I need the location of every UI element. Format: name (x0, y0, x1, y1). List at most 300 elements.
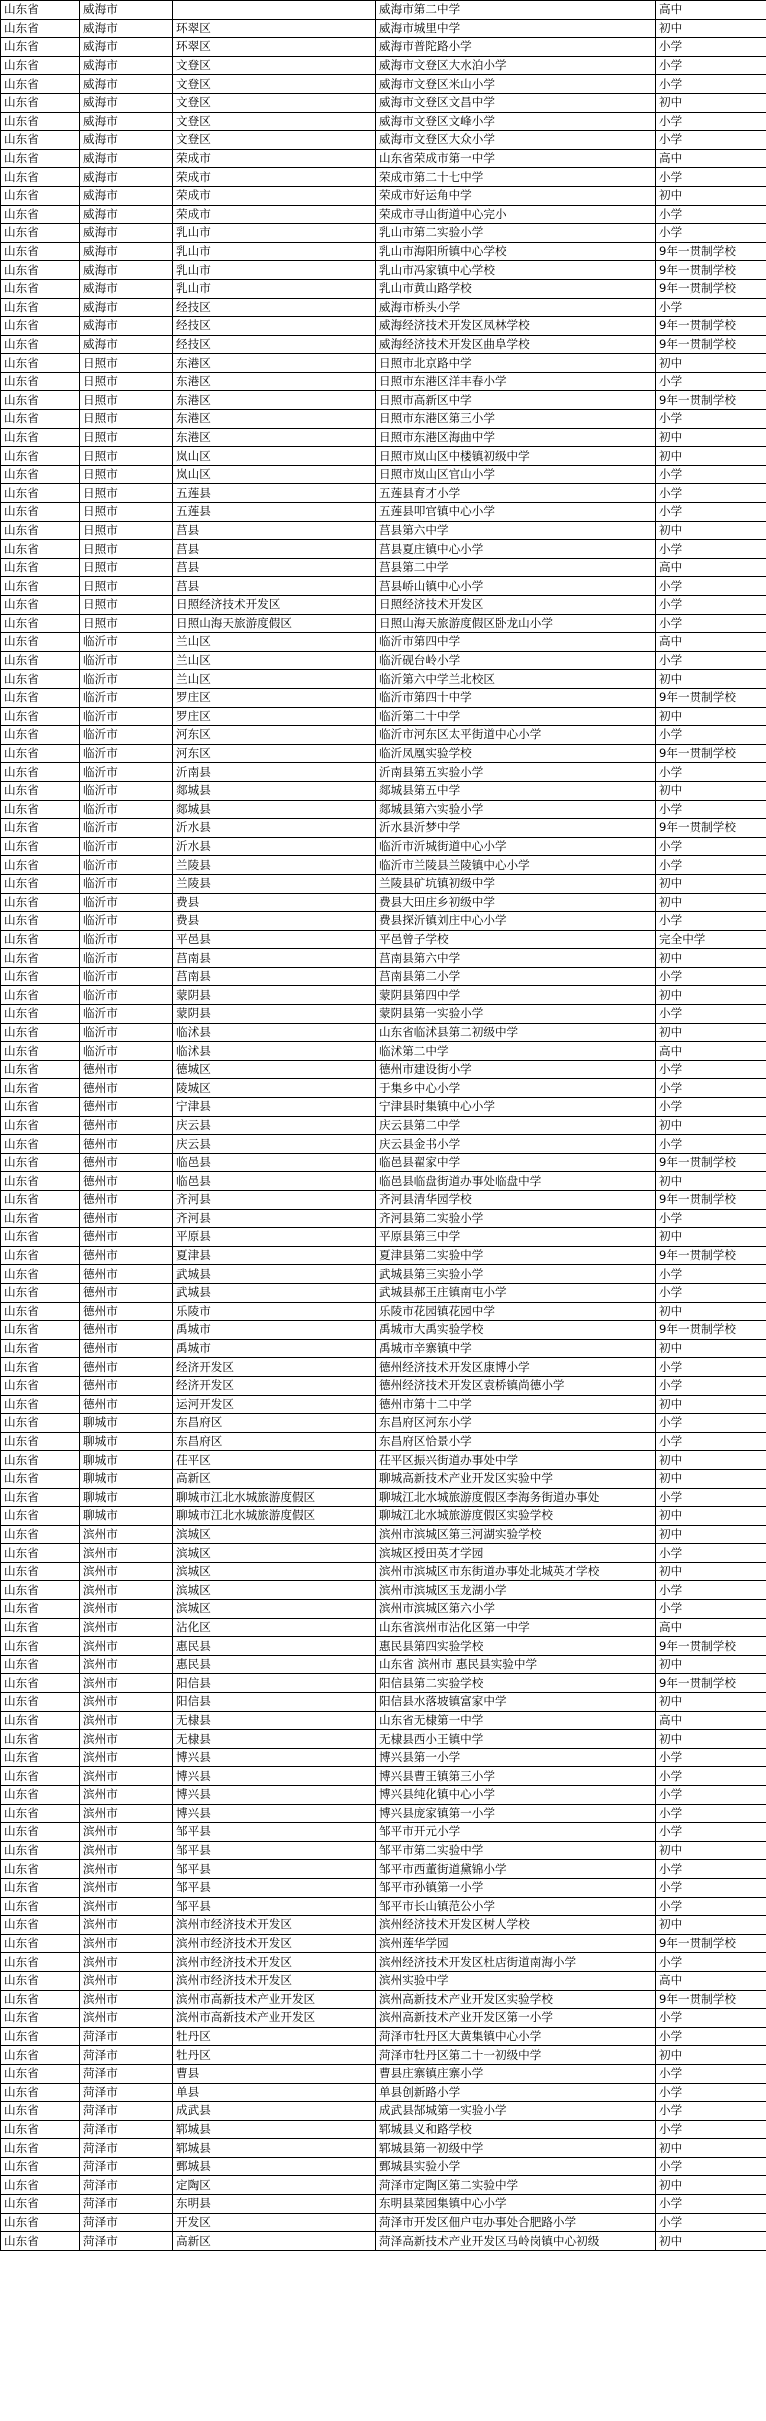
school-name-cell: 威海市普陀路小学 (376, 38, 656, 57)
city-cell: 日照市 (80, 428, 173, 447)
table-row (1, 2102, 766, 2121)
table-row (1, 596, 766, 615)
table-row (1, 1971, 766, 1990)
table-row (1, 1767, 766, 1786)
province-cell: 山东省 (1, 447, 80, 466)
school-type-cell: 小学 (656, 2102, 766, 2121)
city-cell: 菏泽市 (80, 2064, 173, 2083)
school-name-cell: 五莲县叩官镇中心小学 (376, 503, 656, 522)
school-name-cell: 临沂市河东区太平街道中心小学 (376, 726, 656, 745)
table-row (1, 335, 766, 354)
city-cell: 滨州市 (80, 1971, 173, 1990)
province-cell: 山东省 (1, 1525, 80, 1544)
city-cell: 德州市 (80, 1098, 173, 1117)
school-name-cell: 惠民县第四实验学校 (376, 1637, 656, 1656)
school-name-cell: 菏泽市牡丹区第二十一初级中学 (376, 2046, 656, 2065)
school-name-cell: 博兴县第一小学 (376, 1748, 656, 1767)
province-cell: 山东省 (1, 1023, 80, 1042)
province-cell: 山东省 (1, 1562, 80, 1581)
city-cell: 日照市 (80, 465, 173, 484)
district-cell: 滨州市高新技术产业开发区 (173, 2009, 376, 2028)
district-cell: 经济开发区 (173, 1358, 376, 1377)
school-name-cell: 滨州市滨城区第三河湖实验学校 (376, 1525, 656, 1544)
province-cell: 山东省 (1, 763, 80, 782)
district-cell: 经技区 (173, 298, 376, 317)
table-row (1, 149, 766, 168)
school-type-cell: 小学 (656, 1878, 766, 1897)
table-row (1, 428, 766, 447)
school-name-cell: 菏泽市牡丹区大黄集镇中心小学 (376, 2027, 656, 2046)
table-row (1, 168, 766, 187)
province-cell: 山东省 (1, 1804, 80, 1823)
province-cell: 山东省 (1, 1618, 80, 1637)
school-name-cell: 滨州实验中学 (376, 1971, 656, 1990)
province-cell: 山东省 (1, 1005, 80, 1024)
school-type-cell: 小学 (656, 1079, 766, 1098)
city-cell: 德州市 (80, 1209, 173, 1228)
table-row (1, 484, 766, 503)
table-row (1, 1878, 766, 1897)
school-type-cell: 初中 (656, 781, 766, 800)
district-cell: 滨州市经济技术开发区 (173, 1916, 376, 1935)
city-cell: 德州市 (80, 1228, 173, 1247)
table-row (1, 2027, 766, 2046)
district-cell: 禹城市 (173, 1321, 376, 1340)
school-type-cell: 初中 (656, 1302, 766, 1321)
school-type-cell: 小学 (656, 837, 766, 856)
school-name-cell: 五莲县育才小学 (376, 484, 656, 503)
table-row (1, 186, 766, 205)
table-row (1, 540, 766, 559)
school-name-cell: 乳山市冯家镇中心学校 (376, 261, 656, 280)
district-cell: 郓城县 (173, 2120, 376, 2139)
table-row (1, 1562, 766, 1581)
province-cell: 山东省 (1, 670, 80, 689)
district-cell: 荣成市 (173, 168, 376, 187)
school-name-cell: 费县大田庄乡初级中学 (376, 893, 656, 912)
city-cell: 德州市 (80, 1339, 173, 1358)
province-cell: 山东省 (1, 1953, 80, 1972)
city-cell: 威海市 (80, 298, 173, 317)
school-name-cell: 乳山市海阳所镇中心学校 (376, 242, 656, 261)
table-row (1, 1730, 766, 1749)
school-name-cell: 威海市城里中学 (376, 19, 656, 38)
district-cell: 阳信县 (173, 1693, 376, 1712)
province-cell: 山东省 (1, 837, 80, 856)
district-cell: 兰山区 (173, 651, 376, 670)
table-row (1, 1786, 766, 1805)
table-row (1, 261, 766, 280)
district-cell: 博兴县 (173, 1804, 376, 1823)
table-row (1, 763, 766, 782)
city-cell: 临沂市 (80, 1023, 173, 1042)
city-cell: 临沂市 (80, 874, 173, 893)
table-row (1, 1748, 766, 1767)
city-cell: 临沂市 (80, 744, 173, 763)
city-cell: 威海市 (80, 205, 173, 224)
city-cell: 德州市 (80, 1283, 173, 1302)
table-row (1, 1153, 766, 1172)
district-cell: 滨州市经济技术开发区 (173, 1934, 376, 1953)
district-cell: 费县 (173, 912, 376, 931)
school-type-cell: 初中 (656, 93, 766, 112)
table-row (1, 1934, 766, 1953)
province-cell: 山东省 (1, 1153, 80, 1172)
school-name-cell: 威海市第二中学 (376, 1, 656, 20)
district-cell: 日照山海天旅游度假区 (173, 614, 376, 633)
table-row (1, 1655, 766, 1674)
table-row (1, 1674, 766, 1693)
city-cell: 威海市 (80, 186, 173, 205)
province-cell: 山东省 (1, 317, 80, 336)
province-cell: 山东省 (1, 354, 80, 373)
school-name-cell: 东昌府区恰景小学 (376, 1432, 656, 1451)
school-name-cell: 博兴县曹王镇第三小学 (376, 1767, 656, 1786)
city-cell: 滨州市 (80, 1544, 173, 1563)
province-cell: 山东省 (1, 2083, 80, 2102)
school-type-cell: 小学 (656, 2213, 766, 2232)
city-cell: 德州市 (80, 1060, 173, 1079)
school-type-cell: 小学 (656, 1786, 766, 1805)
table-row (1, 75, 766, 94)
district-cell: 高新区 (173, 2232, 376, 2251)
district-cell: 滨城区 (173, 1581, 376, 1600)
school-name-cell: 临邑县临盘街道办事处临盘中学 (376, 1172, 656, 1191)
district-cell: 荣成市 (173, 149, 376, 168)
district-cell: 文登区 (173, 131, 376, 150)
table-row (1, 1098, 766, 1117)
province-cell: 山东省 (1, 279, 80, 298)
school-name-cell: 齐河县清华园学校 (376, 1191, 656, 1210)
school-type-cell: 小学 (656, 1897, 766, 1916)
school-type-cell: 小学 (656, 503, 766, 522)
school-name-cell: 德州经济技术开发区康博小学 (376, 1358, 656, 1377)
school-type-cell: 初中 (656, 1339, 766, 1358)
table-row (1, 633, 766, 652)
city-cell: 德州市 (80, 1079, 173, 1098)
province-cell: 山东省 (1, 2009, 80, 2028)
province-cell: 山东省 (1, 2213, 80, 2232)
city-cell: 聊城市 (80, 1414, 173, 1433)
district-cell: 荣成市 (173, 205, 376, 224)
table-row (1, 1432, 766, 1451)
district-cell: 东昌府区 (173, 1432, 376, 1451)
school-type-cell: 小学 (656, 2009, 766, 2028)
school-type-cell: 小学 (656, 1860, 766, 1879)
province-cell: 山东省 (1, 1544, 80, 1563)
province-cell: 山东省 (1, 1302, 80, 1321)
province-cell: 山东省 (1, 1321, 80, 1340)
province-cell: 山东省 (1, 596, 80, 615)
school-name-cell: 荣成市第二十七中学 (376, 168, 656, 187)
province-cell: 山东省 (1, 1209, 80, 1228)
city-cell: 威海市 (80, 56, 173, 75)
district-cell: 聊城市江北水城旅游度假区 (173, 1507, 376, 1526)
city-cell: 临沂市 (80, 1005, 173, 1024)
city-cell: 德州市 (80, 1135, 173, 1154)
school-name-cell: 无棣县西小王镇中学 (376, 1730, 656, 1749)
district-cell: 河东区 (173, 744, 376, 763)
school-type-cell: 初中 (656, 1469, 766, 1488)
city-cell: 菏泽市 (80, 2213, 173, 2232)
city-cell: 菏泽市 (80, 2232, 173, 2251)
city-cell: 聊城市 (80, 1507, 173, 1526)
district-cell: 临沭县 (173, 1042, 376, 1061)
school-type-cell: 小学 (656, 1376, 766, 1395)
district-cell: 五莲县 (173, 484, 376, 503)
school-type-cell: 小学 (656, 2195, 766, 2214)
table-row (1, 1860, 766, 1879)
city-cell: 日照市 (80, 391, 173, 410)
table-row (1, 1823, 766, 1842)
province-cell: 山东省 (1, 1916, 80, 1935)
province-cell: 山东省 (1, 1414, 80, 1433)
table-row (1, 1209, 766, 1228)
school-type-cell: 小学 (656, 2120, 766, 2139)
city-cell: 滨州市 (80, 1934, 173, 1953)
city-cell: 威海市 (80, 224, 173, 243)
district-cell: 开发区 (173, 2213, 376, 2232)
district-cell: 齐河县 (173, 1191, 376, 1210)
province-cell: 山东省 (1, 2027, 80, 2046)
school-type-cell: 小学 (656, 1600, 766, 1619)
table-row (1, 2139, 766, 2158)
district-cell: 文登区 (173, 93, 376, 112)
district-cell: 东昌府区 (173, 1414, 376, 1433)
school-type-cell: 初中 (656, 1507, 766, 1526)
school-type-cell: 9年一贯制学校 (656, 1934, 766, 1953)
district-cell: 陵城区 (173, 1079, 376, 1098)
district-cell: 滨城区 (173, 1525, 376, 1544)
table-row (1, 2120, 766, 2139)
city-cell: 菏泽市 (80, 2046, 173, 2065)
school-name-cell: 德州市建设街小学 (376, 1060, 656, 1079)
province-cell: 山东省 (1, 521, 80, 540)
school-type-cell: 初中 (656, 1655, 766, 1674)
district-cell: 宁津县 (173, 1098, 376, 1117)
school-type-cell: 高中 (656, 1618, 766, 1637)
school-name-cell: 荣成市好运角中学 (376, 186, 656, 205)
table-row (1, 1283, 766, 1302)
province-cell: 山东省 (1, 186, 80, 205)
school-name-cell: 邹平市长山镇范公小学 (376, 1897, 656, 1916)
school-name-cell: 宁津县时集镇中心小学 (376, 1098, 656, 1117)
school-name-cell: 滨州市滨城区玉龙湖小学 (376, 1581, 656, 1600)
school-type-cell: 初中 (656, 521, 766, 540)
school-type-cell: 完全中学 (656, 930, 766, 949)
school-type-cell: 初中 (656, 428, 766, 447)
district-cell: 兰山区 (173, 670, 376, 689)
province-cell: 山东省 (1, 1971, 80, 1990)
school-name-cell: 成武县郜城第一实验小学 (376, 2102, 656, 2121)
table-row (1, 688, 766, 707)
city-cell: 临沂市 (80, 651, 173, 670)
city-cell: 德州市 (80, 1172, 173, 1191)
district-cell: 滨州市经济技术开发区 (173, 1953, 376, 1972)
district-cell: 河东区 (173, 726, 376, 745)
city-cell: 菏泽市 (80, 2027, 173, 2046)
school-type-cell: 小学 (656, 1432, 766, 1451)
province-cell: 山东省 (1, 1432, 80, 1451)
city-cell: 威海市 (80, 149, 173, 168)
city-cell: 日照市 (80, 614, 173, 633)
district-cell: 蒙阴县 (173, 1005, 376, 1024)
district-cell: 滨城区 (173, 1600, 376, 1619)
table-row (1, 2176, 766, 2195)
province-cell: 山东省 (1, 242, 80, 261)
district-cell: 武城县 (173, 1283, 376, 1302)
school-name-cell: 日照市岚山区官山小学 (376, 465, 656, 484)
province-cell: 山东省 (1, 800, 80, 819)
school-type-cell: 小学 (656, 763, 766, 782)
city-cell: 滨州市 (80, 1841, 173, 1860)
district-cell: 文登区 (173, 112, 376, 131)
table-row (1, 1302, 766, 1321)
province-cell: 山东省 (1, 558, 80, 577)
district-cell: 东港区 (173, 428, 376, 447)
table-row (1, 1395, 766, 1414)
school-name-cell: 乳山市黄山路学校 (376, 279, 656, 298)
school-type-cell: 小学 (656, 1544, 766, 1563)
city-cell: 滨州市 (80, 1581, 173, 1600)
district-cell: 沾化区 (173, 1618, 376, 1637)
school-name-cell: 临沂第二十中学 (376, 707, 656, 726)
school-type-cell: 小学 (656, 800, 766, 819)
school-name-cell: 日照市东港区海曲中学 (376, 428, 656, 447)
district-cell: 平邑县 (173, 930, 376, 949)
school-type-cell: 9年一贯制学校 (656, 335, 766, 354)
district-cell: 曹县 (173, 2064, 376, 2083)
city-cell: 威海市 (80, 168, 173, 187)
district-cell: 滨城区 (173, 1544, 376, 1563)
school-name-cell: 阳信县第二实验学校 (376, 1674, 656, 1693)
school-type-cell: 小学 (656, 1823, 766, 1842)
school-name-cell: 聊城高新技术产业开发区实验中学 (376, 1469, 656, 1488)
school-name-cell: 单县创新路小学 (376, 2083, 656, 2102)
district-cell: 兰陵县 (173, 856, 376, 875)
city-cell: 临沂市 (80, 688, 173, 707)
school-type-cell: 小学 (656, 1358, 766, 1377)
table-row (1, 2213, 766, 2232)
district-cell: 经济开发区 (173, 1376, 376, 1395)
city-cell: 滨州市 (80, 1990, 173, 2009)
table-row (1, 1953, 766, 1972)
district-cell: 无棣县 (173, 1730, 376, 1749)
province-cell: 山东省 (1, 335, 80, 354)
district-cell: 荣成市 (173, 186, 376, 205)
school-name-cell: 山东省临沭县第二初级中学 (376, 1023, 656, 1042)
city-cell: 临沂市 (80, 670, 173, 689)
province-cell: 山东省 (1, 688, 80, 707)
district-cell: 邹平县 (173, 1878, 376, 1897)
school-name-cell: 山东省无棣第一中学 (376, 1711, 656, 1730)
city-cell: 威海市 (80, 112, 173, 131)
school-type-cell: 初中 (656, 707, 766, 726)
city-cell: 滨州市 (80, 1562, 173, 1581)
city-cell: 菏泽市 (80, 2195, 173, 2214)
table-row (1, 354, 766, 373)
table-row (1, 1191, 766, 1210)
city-cell: 日照市 (80, 540, 173, 559)
school-name-cell: 曹县庄寨镇庄寨小学 (376, 2064, 656, 2083)
school-type-cell: 初中 (656, 1228, 766, 1247)
school-type-cell: 小学 (656, 614, 766, 633)
district-cell: 莒南县 (173, 949, 376, 968)
district-cell: 博兴县 (173, 1767, 376, 1786)
district-cell: 临邑县 (173, 1153, 376, 1172)
district-cell: 岚山区 (173, 447, 376, 466)
district-cell: 岚山区 (173, 465, 376, 484)
school-name-cell: 威海市文登区米山小学 (376, 75, 656, 94)
city-cell: 临沂市 (80, 893, 173, 912)
table-row (1, 1507, 766, 1526)
district-cell: 邹平县 (173, 1860, 376, 1879)
school-type-cell: 小学 (656, 484, 766, 503)
table-row (1, 2064, 766, 2083)
province-cell: 山东省 (1, 1079, 80, 1098)
table-row (1, 391, 766, 410)
city-cell: 威海市 (80, 335, 173, 354)
school-name-cell: 庆云县金书小学 (376, 1135, 656, 1154)
province-cell: 山东省 (1, 1265, 80, 1284)
school-name-cell: 滨州经济技术开发区树人学校 (376, 1916, 656, 1935)
province-cell: 山东省 (1, 298, 80, 317)
district-cell: 定陶区 (173, 2176, 376, 2195)
province-cell: 山东省 (1, 484, 80, 503)
school-name-cell: 蒙阴县第四中学 (376, 986, 656, 1005)
school-type-cell: 9年一贯制学校 (656, 279, 766, 298)
district-cell: 莒县 (173, 577, 376, 596)
district-cell: 夏津县 (173, 1246, 376, 1265)
school-type-cell: 小学 (656, 224, 766, 243)
school-type-cell: 小学 (656, 1005, 766, 1024)
province-cell: 山东省 (1, 781, 80, 800)
province-cell: 山东省 (1, 261, 80, 280)
school-name-cell: 日照市高新区中学 (376, 391, 656, 410)
school-list-body (1, 1, 766, 2251)
city-cell: 临沂市 (80, 986, 173, 1005)
school-name-cell: 东明县菜园集镇中心小学 (376, 2195, 656, 2214)
city-cell: 滨州市 (80, 1711, 173, 1730)
district-cell: 聊城市江北水城旅游度假区 (173, 1488, 376, 1507)
province-cell: 山东省 (1, 930, 80, 949)
city-cell: 聊城市 (80, 1451, 173, 1470)
school-type-cell: 小学 (656, 56, 766, 75)
school-type-cell: 初中 (656, 1023, 766, 1042)
province-cell: 山东省 (1, 1990, 80, 2009)
school-type-cell: 9年一贯制学校 (656, 1191, 766, 1210)
city-cell: 威海市 (80, 75, 173, 94)
school-name-cell: 菏泽高新技术产业开发区马岭岗镇中心初级 (376, 2232, 656, 2251)
table-row (1, 577, 766, 596)
province-cell: 山东省 (1, 93, 80, 112)
city-cell: 滨州市 (80, 1618, 173, 1637)
school-name-cell: 莒县峤山镇中心小学 (376, 577, 656, 596)
school-name-cell: 郓城县第一初级中学 (376, 2139, 656, 2158)
province-cell: 山东省 (1, 1358, 80, 1377)
province-cell: 山东省 (1, 205, 80, 224)
school-name-cell: 武城县郝王庄镇南屯小学 (376, 1283, 656, 1302)
school-type-cell: 初中 (656, 2176, 766, 2195)
school-type-cell: 小学 (656, 1209, 766, 1228)
district-cell: 兰陵县 (173, 874, 376, 893)
table-row (1, 1339, 766, 1358)
table-row (1, 1060, 766, 1079)
table-row (1, 503, 766, 522)
school-name-cell: 鄄城县实验小学 (376, 2157, 656, 2176)
province-cell: 山东省 (1, 819, 80, 838)
province-cell: 山东省 (1, 1451, 80, 1470)
